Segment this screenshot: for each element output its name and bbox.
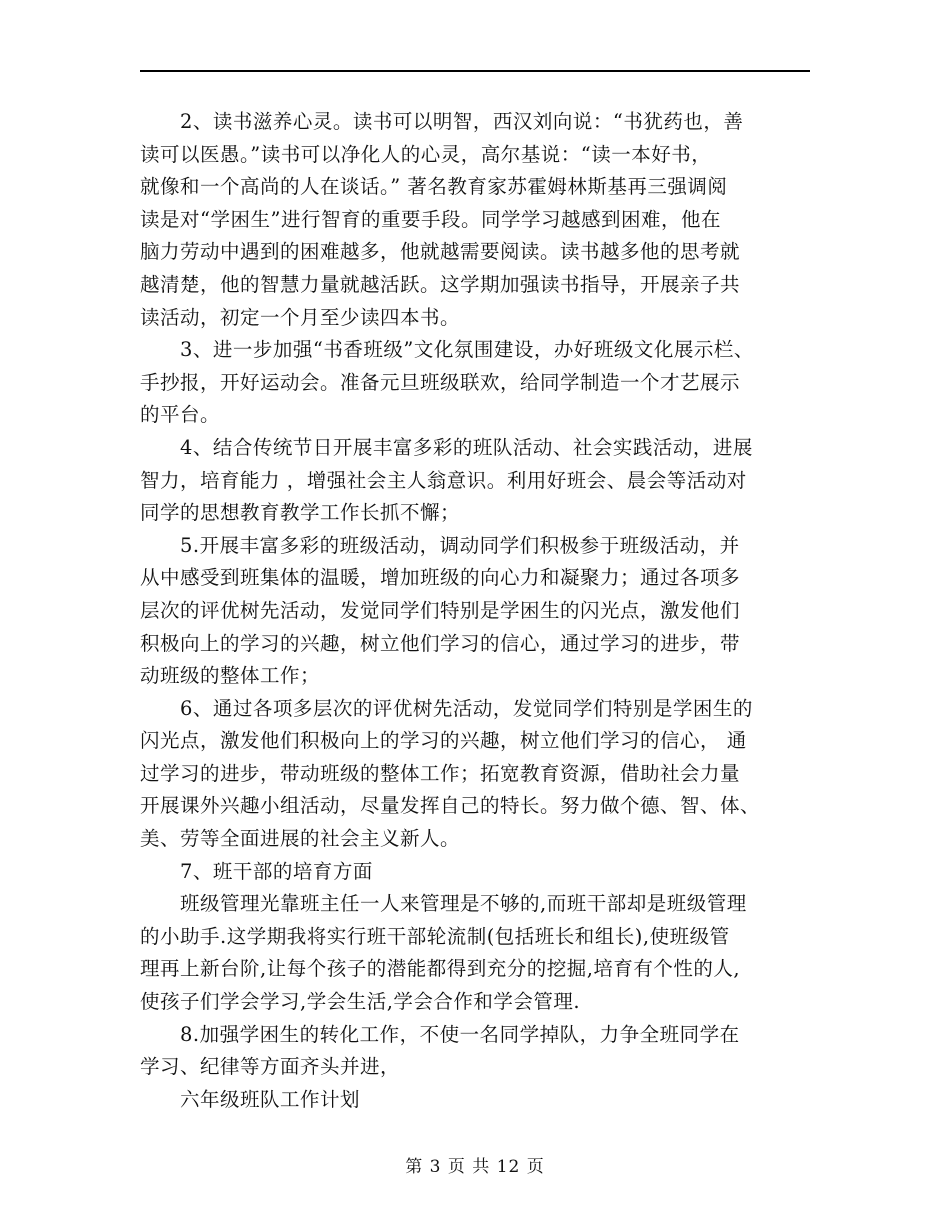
paragraph-line: 动班级的整体工作； [140, 664, 321, 688]
document-title-line: 六年级班队工作计划 [180, 1087, 361, 1111]
paragraph-line: 使孩子们学会学习,学会生活,学会合作和学会管理. [140, 990, 581, 1014]
paragraph-line: 读是对“学困生”进行智育的重要手段。同学学习越感到困难，他在 [140, 207, 721, 231]
paragraph-line: 5.开展丰富多彩的班级活动，调动同学们积极参于班级活动，并 [180, 533, 740, 557]
document-body [140, 106, 810, 1116]
paragraph-line: 层次的评优树先活动，发觉同学们特别是学困生的闪光点，激发他们 [140, 598, 741, 622]
paragraph-line: 智力，培育能力 ，增强社会主人翁意识。利用好班会、晨会等活动对 [140, 468, 747, 492]
paragraph-line: 的小助手.这学期我将实行班干部轮流制(包括班长和组长),使班级管 [140, 924, 730, 948]
paragraph-line: 就像和一个高尚的人在谈话。” 著名教育家苏霍姆林斯基再三强调阅 [140, 175, 728, 199]
paragraph-line: 积极向上的学习的兴趣，树立他们学习的信心，通过学习的进步，带 [140, 631, 741, 655]
section-heading: 7、班干部的培育方面 [180, 859, 373, 883]
page-number: 第 3 页 共 12 页 [405, 1157, 545, 1177]
paragraph-line: 读活动，初定一个月至少读四本书。 [140, 305, 461, 329]
paragraph-line: 手抄报，开好运动会。准备元旦班级联欢，给同学制造一个才艺展示 [140, 370, 741, 394]
paragraph-line: 3、进一步加强“书香班级”文化氛围建设，办好班级文化展示栏、 [180, 338, 754, 362]
paragraph-line: 同学的思想教育教学工作长抓不懈； [140, 501, 461, 525]
paragraph-line: 开展课外兴趣小组活动，尽量发挥自己的特长。努力做个德、智、体、 [140, 794, 761, 818]
paragraph-line: 脑力劳动中遇到的困难越多，他就越需要阅读。读书越多他的思考就 [140, 240, 741, 264]
paragraph-line: 4、结合传统节日开展丰富多彩的班队活动、社会实践活动，进展 [180, 435, 753, 459]
paragraph-line: 的平台。 [140, 403, 221, 427]
paragraph-line: 闪光点，激发他们积极向上的学习的兴趣，树立他们学习的信心， 通 [140, 729, 747, 753]
paragraph-line: 班级管理光靠班主任一人来管理是不够的,而班干部却是班级管理 [180, 892, 747, 916]
paragraph-line: 6、通过各项多层次的评优树先活动，发觉同学们特别是学困生的 [180, 696, 753, 720]
paragraph-line: 读可以医愚。”读书可以净化人的心灵，高尔基说：“读一本好书， [140, 142, 712, 166]
paragraph-line: 8.加强学困生的转化工作，不使一名同学掉队，力争全班同学在 [180, 1022, 740, 1046]
paragraph-line: 美、劳等全面进展的社会主义新人。 [140, 827, 461, 851]
paragraph-line: 学习、纪律等方面齐头并进， [140, 1055, 401, 1079]
paragraph-line: 理再上新台阶,让每个孩子的潜能都得到充分的挖掘,培育有个性的人, [140, 957, 741, 981]
header-rule [140, 70, 810, 72]
paragraph-line: 2、读书滋养心灵。读书可以明智，西汉刘向说：“书犹药也，善 [180, 110, 744, 133]
paragraph-line: 越清楚，他的智慧力量就越活跃。这学期加强读书指导，开展亲子共 [140, 272, 741, 296]
paragraph-line: 过学习的进步，带动班级的整体工作；拓宽教育资源，借助社会力量 [140, 761, 741, 785]
paragraph-line: 从中感受到班集体的温暖，增加班级的向心力和凝聚力；通过各项多 [140, 566, 741, 590]
